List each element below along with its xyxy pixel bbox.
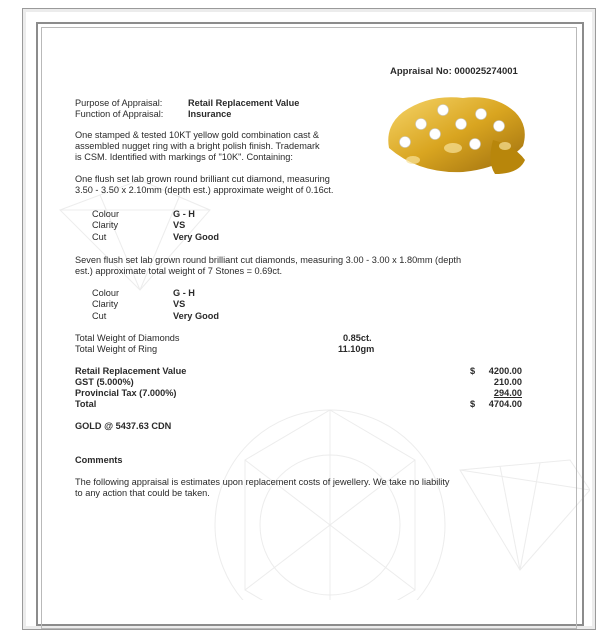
diamonds-weight-value: 0.85ct.	[343, 333, 372, 343]
stone2-colour-label: Colour	[92, 288, 120, 298]
stone2-description: est.) approximate total weight of 7 Stones = 0.69ct.	[75, 266, 283, 276]
function-value: Insurance	[188, 109, 232, 119]
description-line: One stamped & tested 10KT yellow gold combination cast &	[75, 130, 319, 140]
stone1-description: One flush set lab grown round brilliant cut diamond, measuring	[75, 174, 330, 184]
stone2-cut-value: Very Good	[173, 311, 219, 321]
stone1-clarity-value: VS	[173, 220, 186, 230]
rrv-value: 4200.00	[488, 366, 522, 376]
ring-photo	[383, 86, 531, 182]
rrv-label: Retail Replacement Value	[75, 366, 187, 376]
comments-text: to any action that could be taken.	[75, 488, 210, 498]
stone2-colour-value: G - H	[173, 288, 195, 298]
stone2-cut-label: Cut	[92, 311, 107, 321]
stone1-clarity-label: Clarity	[92, 220, 119, 230]
ring-weight-label: Total Weight of Ring	[75, 344, 158, 354]
stone2-description: Seven flush set lab grown round brilliant cut diamonds, measuring 3.00 - 3.00 x 1.80mm (depth	[75, 255, 462, 265]
gold-price: GOLD @ 5437.63 CDN	[75, 421, 172, 431]
appraisal-number: Appraisal No: 000025274001	[390, 66, 518, 77]
ring-weight-value: 11.10gm	[338, 344, 375, 354]
pst-value: 294.00	[493, 388, 522, 398]
total-currency-symbol: $	[470, 399, 476, 409]
gst-value: 210.00	[493, 377, 522, 387]
stone1-colour-value: G - H	[173, 209, 195, 219]
total-value: 4704.00	[488, 399, 522, 409]
pst-label: Provincial Tax (7.000%)	[75, 388, 177, 398]
stone1-cut-label: Cut	[92, 232, 107, 242]
stone1-description: 3.50 - 3.50 x 2.10mm (depth est.) approximate weight of 0.16ct.	[75, 185, 334, 195]
stone2-clarity-label: Clarity	[92, 299, 119, 309]
comments-heading: Comments	[75, 455, 123, 465]
stone1-cut-value: Very Good	[173, 232, 219, 242]
diamonds-weight-label: Total Weight of Diamonds	[75, 333, 180, 343]
description-line: is CSM. Identified with markings of "10K". Containing:	[75, 152, 293, 162]
total-label: Total	[75, 399, 97, 409]
purpose-value: Retail Replacement Value	[188, 98, 300, 108]
purpose-label: Purpose of Appraisal:	[75, 98, 163, 108]
currency-symbol: $	[470, 366, 476, 376]
stone2-clarity-value: VS	[173, 299, 186, 309]
gst-label: GST (5.000%)	[75, 377, 134, 387]
description-line: assembled nugget ring with a bright polish finish. Trademark	[75, 141, 320, 151]
stone1-colour-label: Colour	[92, 209, 120, 219]
comments-text: The following appraisal is estimates upon replacement costs of jewellery. We take no liability	[75, 477, 450, 487]
function-label: Function of Appraisal:	[75, 109, 164, 119]
